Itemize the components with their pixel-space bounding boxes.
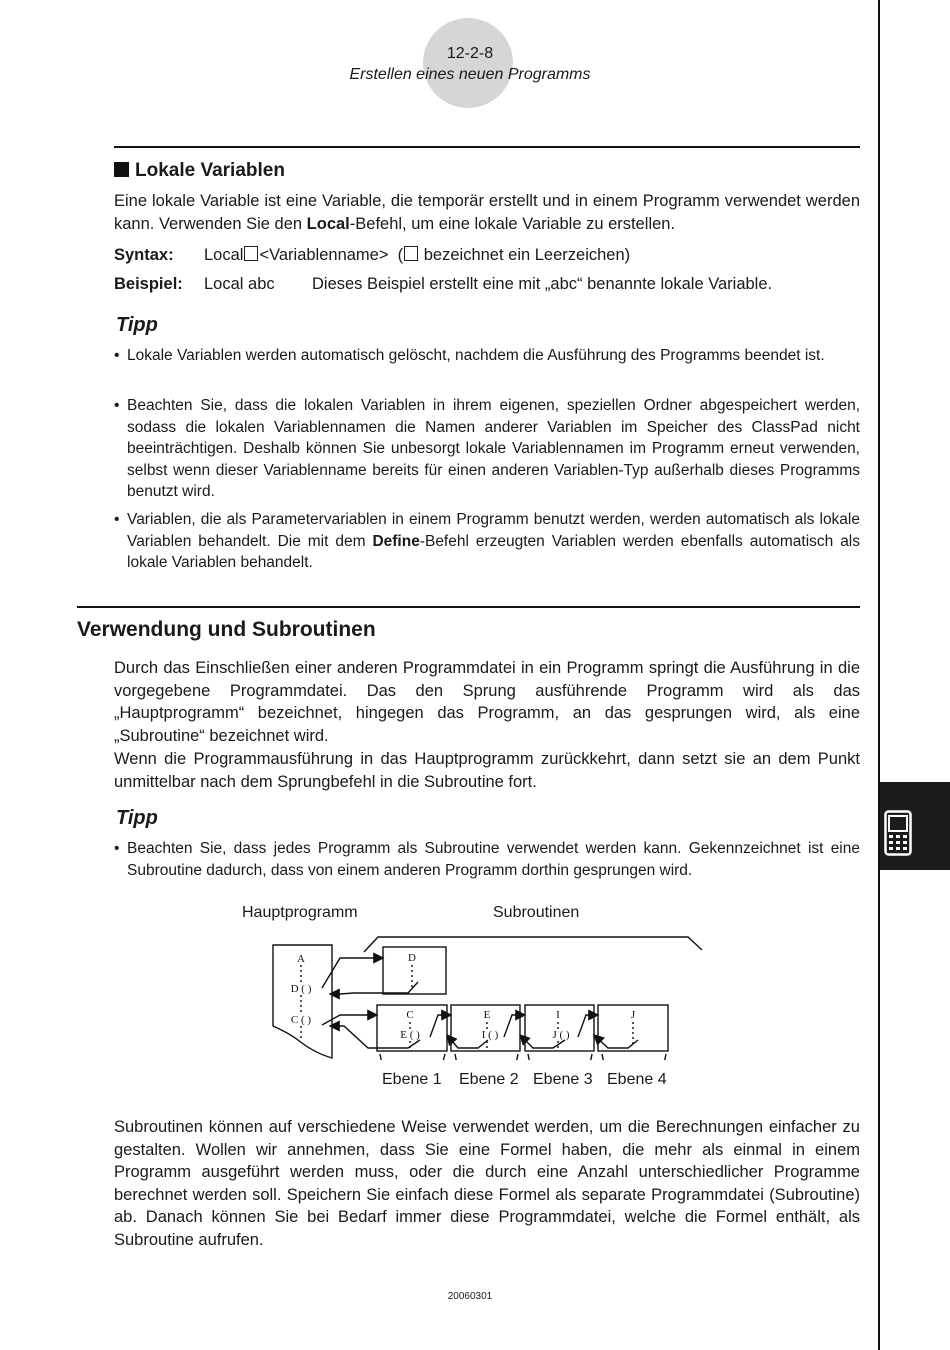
subroutine-diagram (260, 930, 710, 1060)
page-header-title: Erstellen eines neuen Programms (349, 66, 591, 83)
level-bracket (602, 1054, 666, 1060)
tip-item: • Beachten Sie, dass die lokalen Variablen in ihrem eigenen, speziellen Ordner abgespeichert werden, sodass die lokalen Variablennamen die Namen anderer Variablen im Speicher des ClassPad nicht beeinträchtigen. Deshalb können Sie unbesorgt lokale Variablennamen im Programm erneut verwenden, selbst wenn dieser Variablenname bereits für einen anderen Variablen-Typ außerhalb dieses Programms benutzt wird. (114, 397, 860, 500)
page-number: 12-2-8 (446, 45, 494, 62)
main-call-d: D ( ) (290, 983, 312, 995)
tip-item: • Lokale Variablen werden automatisch gelöscht, nachdem die Ausführung des Programms beendet ist. (114, 347, 825, 364)
sub-call-i: I ( ) (481, 1029, 499, 1041)
local-variables-heading: Lokale Variablen (114, 160, 285, 182)
call-arrow (430, 1015, 451, 1037)
subroutine-heading: Verwendung und Subroutinen (77, 618, 376, 641)
example-row (114, 275, 860, 297)
subroutine-paragraph: Wenn die Programmausführung in das Hauptprogramm zurückkehrt, dann setzt sie an dem Punkt unmittelbar nach dem Sprungbefehl in die Subroutine fort. (114, 750, 860, 791)
section-rule (114, 146, 860, 148)
sub-call-e: E ( ) (400, 1029, 420, 1041)
sub-label-j: J (630, 1009, 636, 1021)
call-arrow (322, 1015, 377, 1025)
tip-heading: Tipp (116, 807, 158, 829)
return-arrow (594, 1035, 638, 1048)
tip-item: • Variablen, die als Parametervariablen in einem Programm benutzt werden, werden automatisch als lokale Variablen behandelt. Die mit dem Define-Befehl erzeugten Variablen werden ebenfalls automatisch als lokale Variablen behandelt. (114, 511, 861, 571)
calculator-icon (884, 810, 912, 856)
sub-call-j: J ( ) (552, 1029, 570, 1041)
sub-label-d: D (408, 952, 416, 964)
example-description: Dieses Beispiel erstellt eine mit „abc“ benannte lokale Variable. (312, 275, 773, 293)
syntax-value: Local <Variablenname> ( bezeichnet ein Leerzeichen) (204, 246, 631, 264)
level-bracket (380, 1054, 445, 1060)
syntax-label: Syntax: (114, 246, 174, 264)
example-code: Local abc (204, 275, 275, 293)
chapter-tab (880, 782, 950, 870)
header-circle (423, 18, 513, 108)
subroutine-closing-paragraph: Subroutinen können auf verschiedene Weise verwendet werden, um die Berechnungen einfacher zu gestalten. Wollen wir annehmen, dass Sie eine Formel haben, die mehr als einmal in einem Programm ausgeführt werden muss, oder die durch eine Anzahl unterschiedlicher Programme berechnet werden soll. Speichern Sie einfach diese Formel als separate Programmdatei (Subroutine) ab. Danach können Sie bei Bedarf immer diese Programmdatei, welche die Formel enthält, als Subroutine aufrufen. (114, 1118, 860, 1249)
call-arrow (578, 1015, 598, 1037)
syntax-row (114, 246, 860, 268)
sub-label-i: I (556, 1009, 560, 1021)
example-label: Beispiel: (114, 275, 183, 293)
call-arrow (322, 958, 383, 988)
right-margin-rule (878, 0, 880, 1350)
subroutines-bracket (364, 937, 702, 952)
main-label-a: A (297, 953, 305, 965)
call-arrow (504, 1015, 525, 1037)
level-label: Ebene 2 (459, 1071, 519, 1088)
square-bullet-icon (114, 162, 129, 177)
main-call-c: C ( ) (290, 1014, 312, 1026)
sub-label-e: E (483, 1009, 491, 1021)
space-symbol-icon (244, 246, 258, 261)
section-rule (77, 606, 860, 608)
space-symbol-icon (404, 246, 418, 261)
subroutines-label: Subroutinen (493, 904, 580, 921)
level-label: Ebene 3 (533, 1071, 593, 1088)
level-bracket (528, 1054, 592, 1060)
return-arrow (330, 982, 418, 994)
sub-label-c: C (406, 1009, 414, 1021)
local-variables-intro: Eine lokale Variable ist eine Variable, die temporär erstellt und in einem Programm verwendet werden kann. Verwenden Sie den Local-Befehl, um eine lokale Variable zu erstellen. (114, 192, 860, 233)
level-bracket (455, 1054, 518, 1060)
level-label: Ebene 4 (607, 1071, 667, 1088)
level-label: Ebene 1 (382, 1071, 442, 1088)
subroutine-paragraph: Durch das Einschließen einer anderen Programmdatei in ein Programm springt die Ausführung in die vorgegebene Programmdatei. Das den Sprung ausführende Programm wird als das „Hauptprogramm“ bezeichnet, hingegen das Programm, an das gesprungen wird, als eine „Subroutine“ bezeichnet wird. (114, 659, 860, 745)
tip-item: • Beachten Sie, dass jedes Programm als Subroutine verwendet werden kann. Gekennzeichnet ist eine Subroutine dadurch, dass von einem anderen Programm dorthin gesprungen wird. (114, 840, 860, 879)
tip-heading: Tipp (116, 314, 158, 336)
main-program-label: Hauptprogramm (242, 904, 358, 921)
footer-code: 20060301 (447, 1291, 493, 1302)
